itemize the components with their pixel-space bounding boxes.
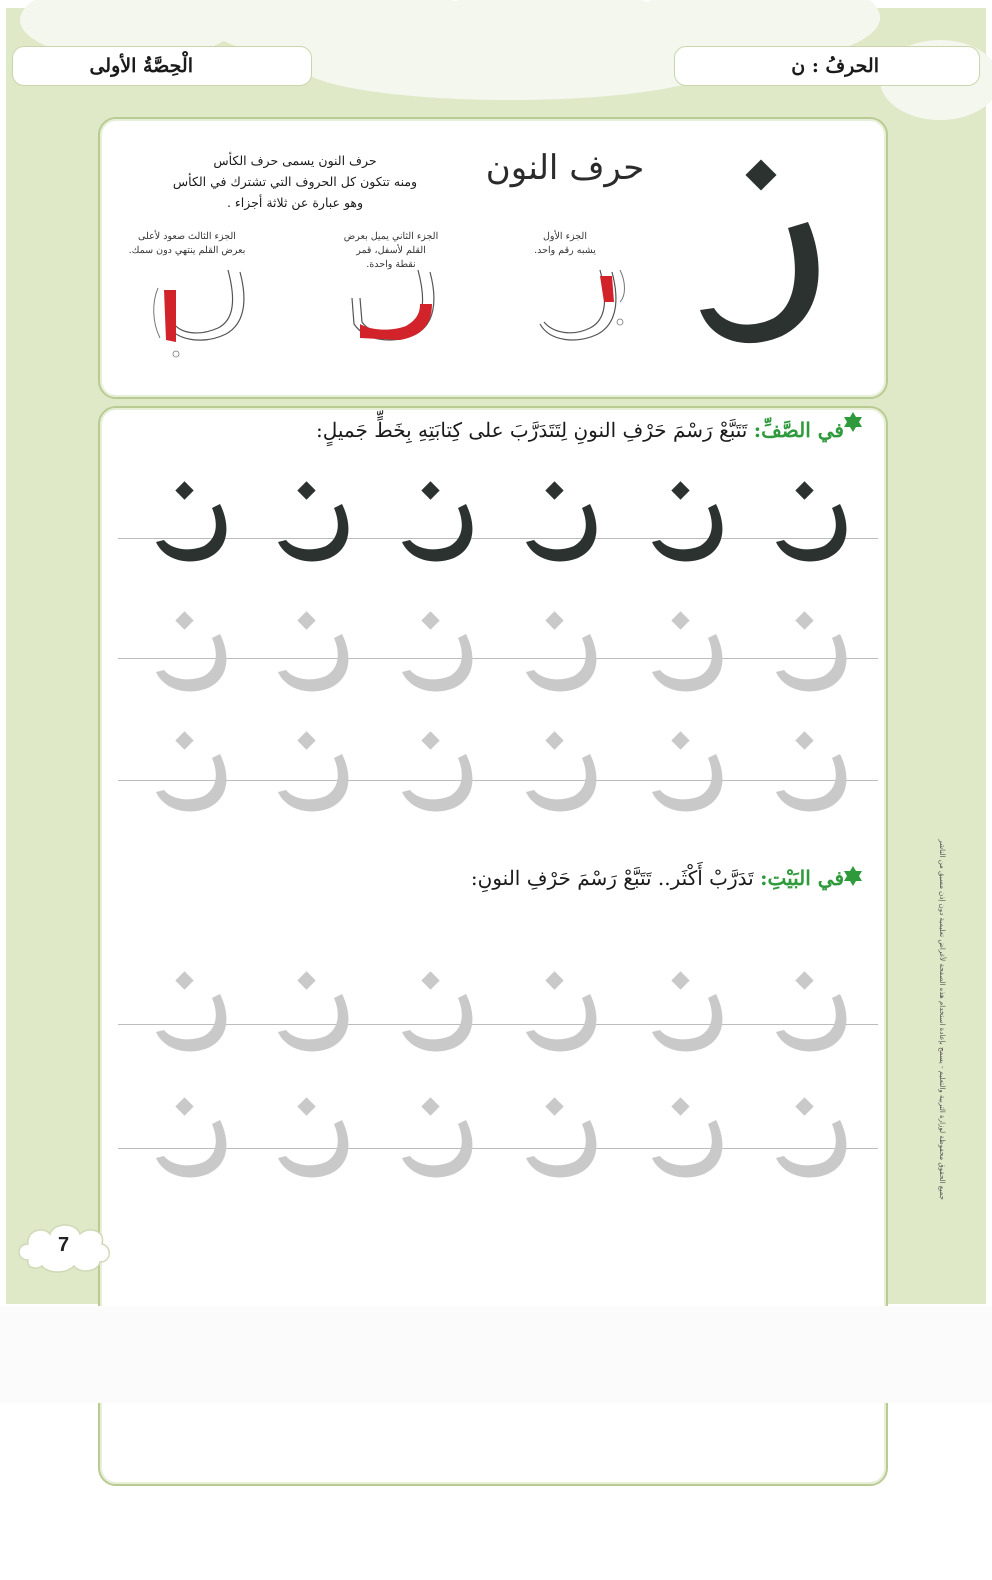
intro-title: حرف النون: [485, 148, 645, 188]
home-instruction: [120, 866, 844, 890]
part-caption-line: الجزء الثالث صعود لأعلى: [138, 231, 236, 242]
part-caption-line: القلم لأسفل، قمر: [356, 245, 426, 256]
part-figure-1: [520, 262, 630, 362]
lesson-label: [12, 46, 312, 86]
trace-letter: [770, 600, 870, 700]
trace-letter: [520, 1086, 620, 1186]
trace-letter: [150, 720, 250, 820]
trace-letter: [272, 720, 372, 820]
trace-letter: [520, 960, 620, 1060]
cloud-decoration: [300, 30, 720, 100]
part-caption-line: يشبه رقم واحد.: [534, 245, 596, 256]
model-letter: [770, 470, 870, 570]
classroom-keyword: في الصَّفِّ:: [753, 418, 844, 442]
part-caption-line: نقطة واحدة.: [366, 259, 416, 270]
intro-description: [170, 150, 420, 213]
page-cloud: [14, 1518, 114, 1580]
classroom-instruction: [120, 418, 844, 442]
trace-letter: [646, 600, 746, 700]
part-caption-3: [122, 230, 252, 258]
part-caption-line: الجزء الأول: [543, 231, 587, 242]
letter-label: [674, 46, 980, 86]
model-letter: [520, 470, 620, 570]
section-star-icon: [842, 411, 864, 433]
trace-letter: [520, 720, 620, 820]
model-letter: [272, 470, 372, 570]
page-number: 7: [58, 1234, 70, 1256]
lesson-label-text: الْحِصَّةُ الأولى: [89, 55, 193, 77]
trace-letter: [396, 720, 496, 820]
home-keyword: في البَيْتِ:: [760, 866, 844, 890]
model-letter: [150, 470, 250, 570]
part-caption-1: [520, 230, 610, 258]
trace-letter: [150, 600, 250, 700]
trace-letter: [770, 720, 870, 820]
trace-letter: [770, 960, 870, 1060]
big-letter-figure: [690, 150, 840, 360]
intro-line: حرف النون يسمى حرف الكأس: [213, 153, 377, 168]
trace-letter: [396, 1086, 496, 1186]
model-letter: [396, 470, 496, 570]
trace-letter: [646, 720, 746, 820]
trace-letter: [150, 960, 250, 1060]
home-text: تَدَرَّبْ أَكْثَر.. تَتَبَّعْ رَسْمَ حَرْفِ النونِ:: [470, 866, 761, 890]
letter-label-text: الحرفُ : ن: [791, 55, 879, 77]
trace-letter: [272, 960, 372, 1060]
trace-letter: [646, 960, 746, 1060]
intro-line: ومنه تتكون كل الحروف التي تشترك في الكأس: [172, 174, 418, 189]
trace-letter: [520, 600, 620, 700]
trace-letter: [396, 600, 496, 700]
trace-letter: [272, 600, 372, 700]
trace-letter: [272, 1086, 372, 1186]
model-letter: [646, 470, 746, 570]
intro-line: وهو عبارة عن ثلاثة أجزاء .: [226, 195, 364, 210]
part-caption-line: بعرض القلم ينتهي دون سمك.: [128, 245, 246, 256]
classroom-text: تَتَبَّعْ رَسْمَ حَرْفِ النونِ لِتَتَدَرَّبَ على كِتابَتِهِ بِخَطٍّ جَميلٍ:: [316, 418, 754, 442]
scan-margin: [0, 1306, 992, 1403]
trace-letter: [770, 1086, 870, 1186]
copyright-note: جميع الحقوق محفوظة لوزارة التربية والتعليم - يسمح بإعادة استخدام هذه الصفحة لأغراض تعليمية دون إذن مسبق من الناشر: [938, 839, 946, 1200]
section-star-icon: [842, 865, 864, 887]
trace-letter: [150, 1086, 250, 1186]
part-figure-3: [146, 262, 256, 362]
trace-letter: [646, 1086, 746, 1186]
part-caption-line: الجزء الثاني يميل بعرض: [343, 231, 439, 242]
trace-letter: [396, 960, 496, 1060]
part-figure-2: [336, 262, 446, 362]
